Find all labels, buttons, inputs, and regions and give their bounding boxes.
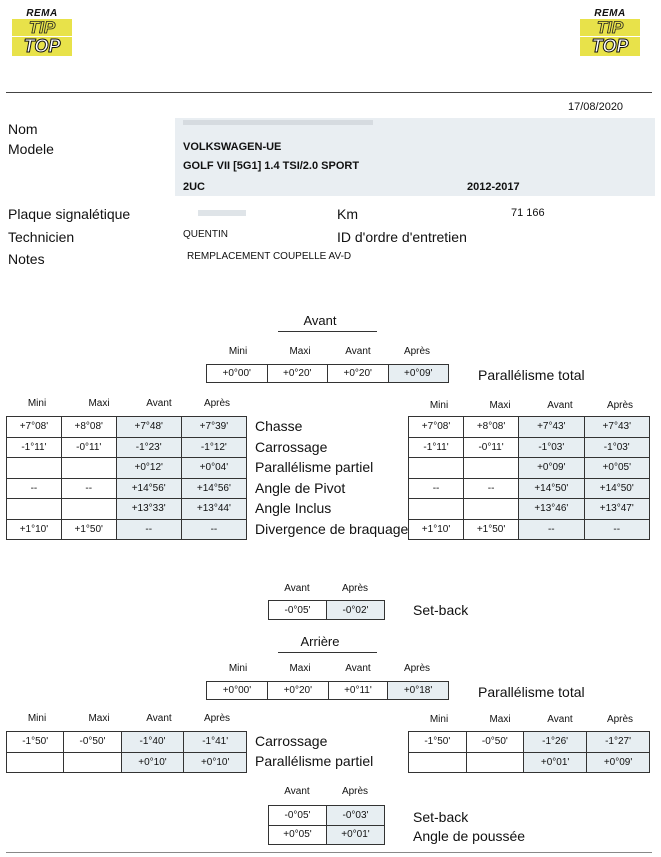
rear-left-cell: -1°41' <box>184 732 247 753</box>
rear-total-apres: +0°18' <box>388 682 449 700</box>
rear-setback-avant: -0°05' <box>269 806 327 826</box>
front-right-cell <box>464 499 519 520</box>
front-right-row <box>409 478 650 499</box>
front-right-cell: -- <box>409 478 464 499</box>
front-right-row <box>409 519 650 540</box>
front-right-cell: +8°08' <box>464 417 519 438</box>
rear-setback-apres: -0°03' <box>327 806 385 826</box>
plaque-label: Plaque signalétique <box>8 206 131 222</box>
front-right-cell: +13°46' <box>519 499 584 520</box>
rear-right-head-apres: Après <box>606 714 634 725</box>
logo-rema-text: REMA <box>594 8 626 19</box>
logo-tip-text: TIP <box>580 19 640 36</box>
front-right-cell: -- <box>464 478 519 499</box>
rear-row-label: Carrossage <box>255 733 328 749</box>
front-left-cell: +8°08' <box>61 417 116 438</box>
plaque-redacted <box>198 210 246 216</box>
rear-total-avant: +0°11' <box>328 682 387 700</box>
front-right-head-mini: Mini <box>429 400 449 411</box>
front-left-cell: +7°48' <box>116 417 181 438</box>
rear-right-cell: -1°26' <box>524 732 587 753</box>
front-left-cell: +0°04' <box>181 458 246 479</box>
logo-right <box>576 8 644 58</box>
rear-left-table <box>6 731 247 773</box>
front-total-head-avant: Avant <box>345 346 371 357</box>
front-right-cell: +0°05' <box>584 458 649 479</box>
front-left-cell: -- <box>61 478 116 499</box>
front-total-maxi: +0°20' <box>267 365 328 383</box>
front-left-table <box>6 416 247 540</box>
front-left-cell: +1°50' <box>61 519 116 540</box>
vehicle-years: 2012-2017 <box>467 181 520 193</box>
front-left-row <box>7 458 247 479</box>
vehicle-make: VOLKSWAGEN-UE <box>183 141 282 153</box>
front-left-cell: -- <box>116 519 181 540</box>
front-setback-apres: -0°02' <box>327 601 385 620</box>
rear-total-label: Parallélisme total <box>478 684 585 700</box>
rear-setback-head-avant: Avant <box>284 786 310 797</box>
logo-top-text: TOP <box>12 37 72 56</box>
rear-left-cell: -1°50' <box>7 732 64 753</box>
front-total-head-maxi: Maxi <box>289 346 311 357</box>
rear-poussee-label: Angle de poussée <box>413 828 526 844</box>
rear-total-head-mini: Mini <box>228 663 248 674</box>
rear-right-head-mini: Mini <box>429 714 449 725</box>
front-left-cell: +13°44' <box>181 499 246 520</box>
rear-poussee-apres: +0°01' <box>327 825 385 845</box>
front-right-cell: -1°03' <box>519 437 584 458</box>
rear-right-head-maxi: Maxi <box>489 714 511 725</box>
rear-right-cell: -0°50' <box>466 732 524 753</box>
rear-left-head-avant: Avant <box>146 713 172 724</box>
rear-right-cell <box>409 752 467 773</box>
front-left-cell: -1°11' <box>7 437 62 458</box>
rear-right-cell: -1°50' <box>409 732 467 753</box>
rear-right-row <box>409 732 650 753</box>
front-right-head-apres: Après <box>606 400 634 411</box>
report-date: 17/08/2020 <box>568 101 624 113</box>
front-right-cell <box>409 458 464 479</box>
front-left-cell <box>61 499 116 520</box>
front-left-head-mini: Mini <box>27 398 47 409</box>
front-right-cell: -- <box>519 519 584 540</box>
notes-value: REMPLACEMENT COUPELLE AV-D <box>187 251 352 262</box>
front-left-row <box>7 519 247 540</box>
rear-left-row <box>7 752 247 773</box>
front-total-apres: +0°09' <box>388 365 449 383</box>
rear-total-head-avant: Avant <box>345 663 371 674</box>
logo-rema-text: REMA <box>26 8 58 19</box>
rear-left-cell <box>7 752 64 773</box>
front-right-cell: +1°10' <box>409 519 464 540</box>
front-row-label: Chasse <box>255 418 303 434</box>
logo-tip-text: TIP <box>12 19 72 36</box>
front-left-cell: -0°11' <box>61 437 116 458</box>
front-right-row <box>409 499 650 520</box>
rear-left-cell: -0°50' <box>64 732 121 753</box>
rear-total-maxi: +0°20' <box>267 682 328 700</box>
rear-title: Arrière <box>300 634 340 649</box>
rear-setback-table <box>268 805 385 845</box>
front-left-cell: +14°56' <box>116 478 181 499</box>
front-left-cell: +0°12' <box>116 458 181 479</box>
vehicle-info-background <box>175 118 655 196</box>
front-left-cell: +13°33' <box>116 499 181 520</box>
rear-poussee-avant: +0°05' <box>269 825 327 845</box>
rear-left-cell: +0°10' <box>121 752 184 773</box>
front-left-cell: +14°56' <box>181 478 246 499</box>
rear-right-cell: +0°09' <box>587 752 650 773</box>
front-left-row <box>7 478 247 499</box>
front-right-cell: +0°09' <box>519 458 584 479</box>
front-total-mini: +0°00' <box>207 365 268 383</box>
rear-left-cell <box>64 752 121 773</box>
rear-right-table <box>408 731 650 773</box>
rear-right-cell: -1°27' <box>587 732 650 753</box>
front-title: Avant <box>303 313 337 328</box>
front-right-cell: +7°43' <box>519 417 584 438</box>
km-value: 71 166 <box>511 207 545 219</box>
rear-left-head-apres: Après <box>203 713 231 724</box>
front-row-label: Parallélisme partiel <box>255 459 374 475</box>
front-right-cell: -0°11' <box>464 437 519 458</box>
technicien-value: QUENTIN <box>183 229 228 240</box>
front-right-cell: +7°08' <box>409 417 464 438</box>
rear-row-label: Parallélisme partiel <box>255 753 374 769</box>
logo-top-text: TOP <box>580 37 640 56</box>
front-left-cell: -1°23' <box>116 437 181 458</box>
front-row-label: Divergence de braquage <box>255 520 409 537</box>
rear-right-cell <box>466 752 524 773</box>
front-right-cell: -1°03' <box>584 437 649 458</box>
rear-right-row <box>409 752 650 773</box>
logo-left <box>8 8 76 58</box>
front-left-head-maxi: Maxi <box>88 398 110 409</box>
front-right-cell: +1°50' <box>464 519 519 540</box>
front-right-cell: +14°50' <box>519 478 584 499</box>
front-right-head-avant: Avant <box>547 400 573 411</box>
rear-total-table <box>206 681 449 700</box>
front-right-cell: -- <box>584 519 649 540</box>
front-title-underline <box>278 331 377 332</box>
front-total-avant: +0°20' <box>328 365 389 383</box>
front-right-row <box>409 417 650 438</box>
front-left-cell <box>7 499 62 520</box>
front-total-head-apres: Après <box>403 346 431 357</box>
front-total-table <box>206 364 449 383</box>
km-label: Km <box>337 206 358 222</box>
front-setback-head-avant: Avant <box>284 583 310 594</box>
front-left-row <box>7 437 247 458</box>
nom-label: Nom <box>8 121 38 137</box>
vehicle-model: GOLF VII [5G1] 1.4 TSI/2.0 SPORT <box>183 160 360 172</box>
front-right-row <box>409 437 650 458</box>
front-right-cell: -1°11' <box>409 437 464 458</box>
front-left-cell: -- <box>7 478 62 499</box>
rear-left-cell: +0°10' <box>184 752 247 773</box>
rear-total-mini: +0°00' <box>207 682 268 700</box>
front-left-cell: +7°39' <box>181 417 246 438</box>
rear-left-head-mini: Mini <box>27 713 47 724</box>
front-row-label: Carrossage <box>255 438 328 455</box>
notes-label: Notes <box>8 251 45 267</box>
front-setback-head-apres: Après <box>341 583 369 594</box>
modele-label: Modele <box>8 141 54 157</box>
front-left-head-avant: Avant <box>146 398 172 409</box>
front-left-head-apres: Après <box>203 398 231 409</box>
rear-total-head-apres: Après <box>403 663 431 674</box>
front-left-cell <box>61 458 116 479</box>
front-right-cell <box>409 499 464 520</box>
front-total-label: Parallélisme total <box>478 367 585 383</box>
rear-setback-label: Set-back <box>413 809 469 825</box>
name-redacted <box>183 120 373 125</box>
rear-left-row <box>7 732 247 753</box>
front-total-head-mini: Mini <box>228 346 248 357</box>
front-setback-label: Set-back <box>413 602 469 618</box>
rear-title-underline <box>278 652 377 653</box>
front-left-cell <box>7 458 62 479</box>
rear-left-cell: -1°40' <box>121 732 184 753</box>
footer-divider <box>6 852 652 853</box>
front-left-cell: +1°10' <box>7 519 62 540</box>
front-right-table <box>408 416 650 540</box>
front-right-cell <box>464 458 519 479</box>
front-setback-avant: -0°05' <box>269 601 327 620</box>
front-right-cell: +14°50' <box>584 478 649 499</box>
vehicle-code: 2UC <box>183 181 206 193</box>
front-right-head-maxi: Maxi <box>489 400 511 411</box>
front-row-label: Angle de Pivot <box>255 479 346 496</box>
front-row-label: Angle Inclus <box>255 500 332 516</box>
header-divider <box>6 92 652 93</box>
technicien-label: Technicien <box>8 229 75 245</box>
front-right-cell: +7°43' <box>584 417 649 438</box>
rear-left-head-maxi: Maxi <box>88 713 110 724</box>
front-right-cell: +13°47' <box>584 499 649 520</box>
front-left-row <box>7 499 247 520</box>
front-left-cell: -- <box>181 519 246 540</box>
id-ordre-label: ID d'ordre d'entretien <box>337 229 467 245</box>
front-setback-table <box>268 600 385 620</box>
front-left-cell: -1°12' <box>181 437 246 458</box>
rear-right-cell: +0°01' <box>524 752 587 773</box>
front-left-cell: +7°08' <box>7 417 62 438</box>
rear-setback-head-apres: Après <box>341 786 369 797</box>
front-right-row <box>409 458 650 479</box>
front-left-row <box>7 417 247 438</box>
rear-total-head-maxi: Maxi <box>289 663 311 674</box>
rear-right-head-avant: Avant <box>547 714 573 725</box>
